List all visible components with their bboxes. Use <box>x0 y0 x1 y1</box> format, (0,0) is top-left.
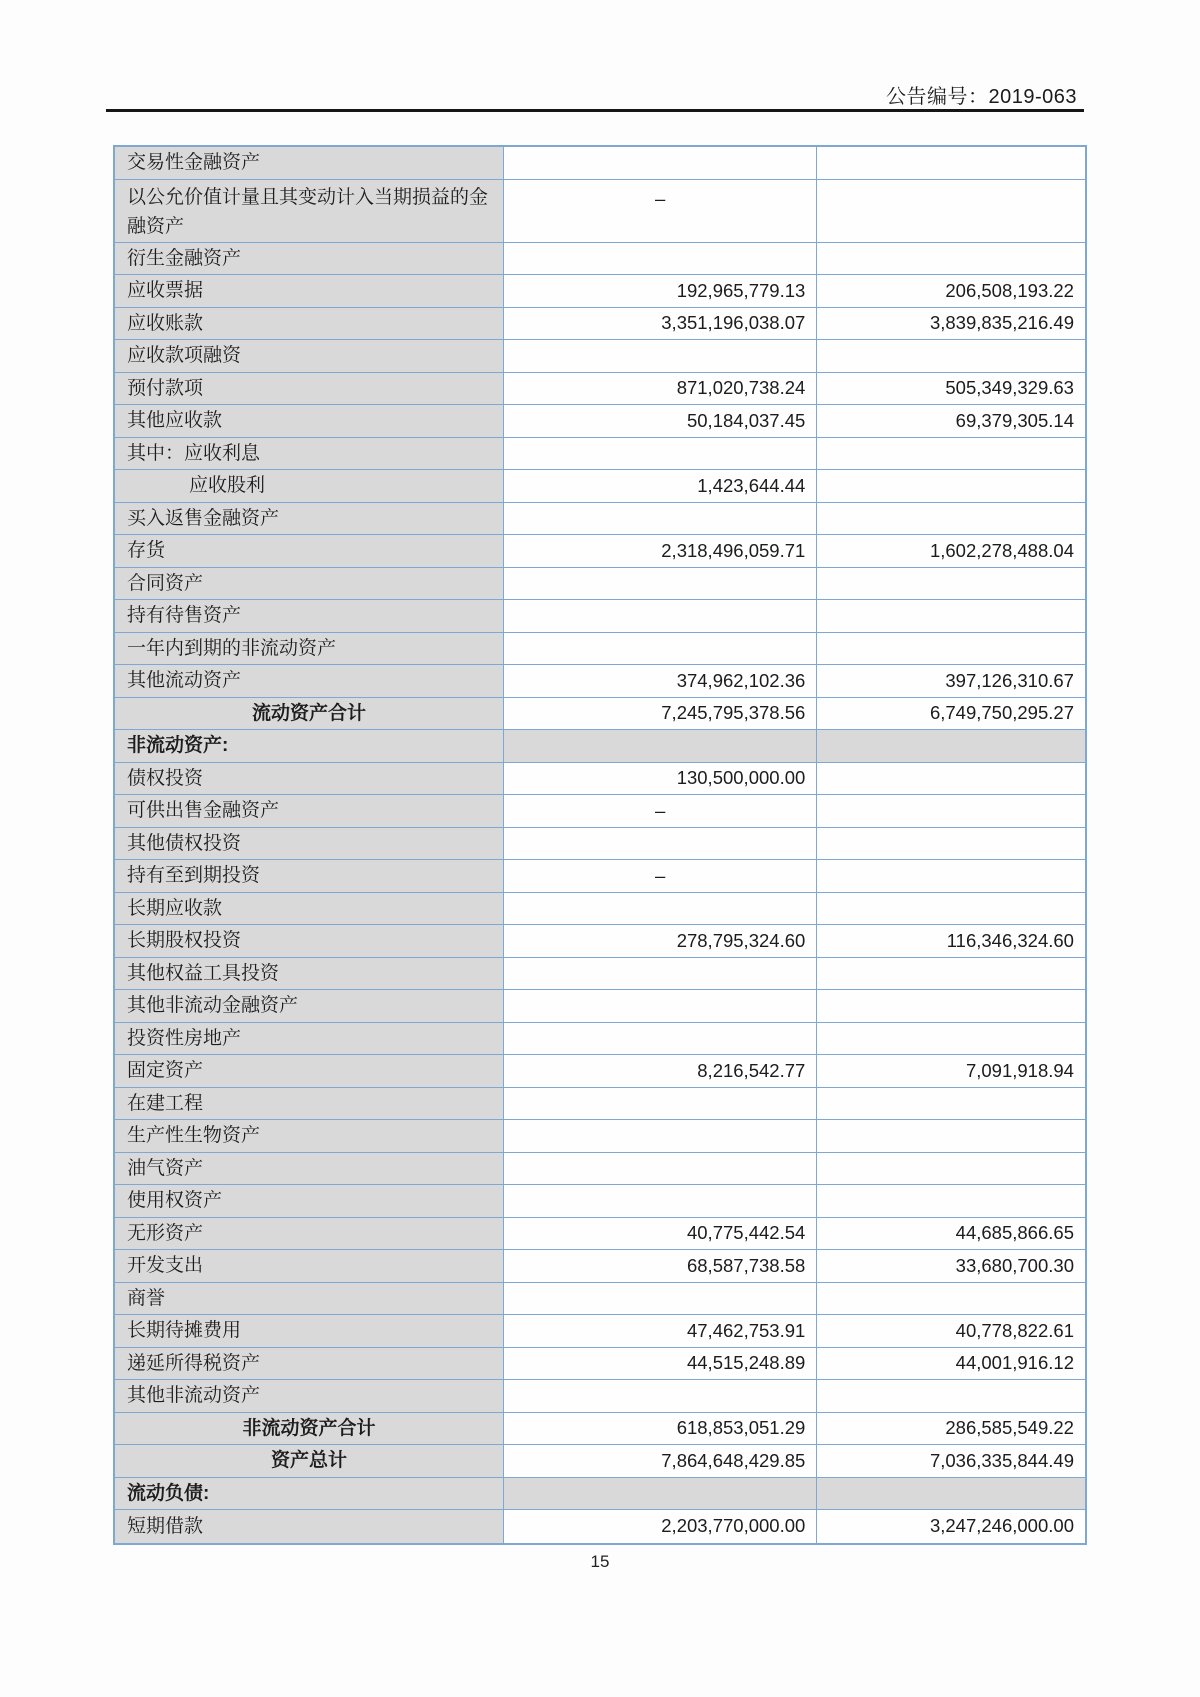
row-item-label: 其他流动资产 <box>115 665 503 697</box>
row-item-label: 递延所得税资产 <box>115 1348 503 1380</box>
table-row <box>115 730 1085 763</box>
balance-sheet-table <box>113 145 1087 1545</box>
row-item-label: 在建工程 <box>115 1088 503 1120</box>
page-number: 15 <box>590 1552 610 1571</box>
row-value-current <box>503 568 816 600</box>
row-value-prior <box>816 795 1085 827</box>
row-item-label: 一年内到期的非流动资产 <box>115 633 503 665</box>
table-row <box>115 860 1085 893</box>
row-item-label: 使用权资产 <box>115 1185 503 1217</box>
row-value-current <box>503 340 816 372</box>
table-row <box>115 1283 1085 1316</box>
table-row <box>115 568 1085 601</box>
row-value-prior <box>816 1120 1085 1152</box>
row-item-label: 长期股权投资 <box>115 925 503 957</box>
row-value-current: 192,965,779.13 <box>503 275 816 307</box>
row-value-prior <box>816 958 1085 990</box>
row-value-prior: 44,685,866.65 <box>816 1218 1085 1250</box>
table-row <box>115 665 1085 698</box>
row-value-current <box>503 1153 816 1185</box>
table-row <box>115 1348 1085 1381</box>
row-item-label: 短期借款 <box>115 1510 503 1543</box>
table-row <box>115 1315 1085 1348</box>
table-row <box>115 990 1085 1023</box>
row-value-current <box>503 893 816 925</box>
row-value-current <box>503 503 816 535</box>
row-value-prior <box>816 340 1085 372</box>
row-item-label: 其他非流动金融资产 <box>115 990 503 1022</box>
table-row <box>115 503 1085 536</box>
row-item-label: 其他权益工具投资 <box>115 958 503 990</box>
header-rule <box>106 109 1084 112</box>
row-value-prior <box>816 1185 1085 1217</box>
row-value-current <box>503 243 816 275</box>
row-value-current: 618,853,051.29 <box>503 1413 816 1445</box>
table-row <box>115 1510 1085 1543</box>
notice-number-label: 公告编号：2019-063 <box>885 86 1077 108</box>
row-value-prior <box>816 1380 1085 1412</box>
table-row <box>115 243 1085 276</box>
table-row <box>115 698 1085 731</box>
row-value-current <box>503 600 816 632</box>
row-item-label: 流动负债: <box>115 1478 503 1510</box>
row-value-prior: 3,247,246,000.00 <box>816 1510 1085 1543</box>
row-value-current: 871,020,738.24 <box>503 373 816 405</box>
table-row <box>115 1218 1085 1251</box>
row-value-prior <box>816 147 1085 179</box>
table-row <box>115 1250 1085 1283</box>
row-value-prior: 206,508,193.22 <box>816 275 1085 307</box>
row-item-label: 应收股利 <box>115 470 503 502</box>
row-item-label: 非流动资产: <box>115 730 503 762</box>
row-value-current: 374,962,102.36 <box>503 665 816 697</box>
row-item-label: 生产性生物资产 <box>115 1120 503 1152</box>
row-item-label: 存货 <box>115 535 503 567</box>
row-value-current: 7,245,795,378.56 <box>503 698 816 730</box>
table-row <box>115 340 1085 373</box>
table-row <box>115 600 1085 633</box>
table-row <box>115 535 1085 568</box>
row-item-label: 其他债权投资 <box>115 828 503 860</box>
table-row <box>115 1478 1085 1511</box>
table-row <box>115 1088 1085 1121</box>
row-value-current <box>503 730 816 762</box>
row-value-prior <box>816 503 1085 535</box>
row-value-prior <box>816 470 1085 502</box>
table-row <box>115 275 1085 308</box>
table-row <box>115 373 1085 406</box>
row-value-prior: 3,839,835,216.49 <box>816 308 1085 340</box>
row-value-prior <box>816 730 1085 762</box>
row-value-prior <box>816 1283 1085 1315</box>
row-value-prior <box>816 990 1085 1022</box>
row-value-current: – <box>503 860 816 892</box>
row-item-label: 无形资产 <box>115 1218 503 1250</box>
row-value-current <box>503 1120 816 1152</box>
row-item-label: 其中：应收利息 <box>115 438 503 470</box>
row-value-current <box>503 990 816 1022</box>
row-item-label: 投资性房地产 <box>115 1023 503 1055</box>
row-item-label: 其他非流动资产 <box>115 1380 503 1412</box>
row-value-prior <box>816 243 1085 275</box>
row-value-current <box>503 1380 816 1412</box>
table-row <box>115 795 1085 828</box>
row-value-current: 8,216,542.77 <box>503 1055 816 1087</box>
row-value-current: 50,184,037.45 <box>503 405 816 437</box>
row-item-label: 长期应收款 <box>115 893 503 925</box>
row-value-current <box>503 1478 816 1510</box>
row-item-label: 油气资产 <box>115 1153 503 1185</box>
row-value-prior: 6,749,750,295.27 <box>816 698 1085 730</box>
row-value-prior: 33,680,700.30 <box>816 1250 1085 1282</box>
row-value-current: 2,203,770,000.00 <box>503 1510 816 1543</box>
row-item-label: 固定资产 <box>115 1055 503 1087</box>
row-value-prior: 286,585,549.22 <box>816 1413 1085 1445</box>
row-value-prior: 116,346,324.60 <box>816 925 1085 957</box>
table-row <box>115 925 1085 958</box>
row-value-prior <box>816 180 1085 242</box>
row-item-label: 开发支出 <box>115 1250 503 1282</box>
row-value-prior: 7,036,335,844.49 <box>816 1445 1085 1477</box>
row-value-prior <box>816 893 1085 925</box>
row-value-prior <box>816 763 1085 795</box>
row-value-prior: 69,379,305.14 <box>816 405 1085 437</box>
row-value-current: 47,462,753.91 <box>503 1315 816 1347</box>
row-item-label: 持有待售资产 <box>115 600 503 632</box>
row-value-prior: 7,091,918.94 <box>816 1055 1085 1087</box>
table-row <box>115 405 1085 438</box>
row-value-current <box>503 1023 816 1055</box>
row-value-current <box>503 1185 816 1217</box>
table-row <box>115 633 1085 666</box>
row-item-label: 应收账款 <box>115 308 503 340</box>
table-row <box>115 147 1085 180</box>
table-row <box>115 1185 1085 1218</box>
row-item-label: 债权投资 <box>115 763 503 795</box>
row-item-label: 以公允价值计量且其变动计入当期损益的金融资产 <box>115 180 503 242</box>
row-item-label: 应收款项融资 <box>115 340 503 372</box>
row-value-current: 1,423,644.44 <box>503 470 816 502</box>
table-row <box>115 1380 1085 1413</box>
row-value-current: 40,775,442.54 <box>503 1218 816 1250</box>
row-value-current: – <box>503 180 816 242</box>
row-value-current: 3,351,196,038.07 <box>503 308 816 340</box>
table-row <box>115 763 1085 796</box>
row-value-current: 2,318,496,059.71 <box>503 535 816 567</box>
row-value-prior <box>816 438 1085 470</box>
row-value-prior <box>816 600 1085 632</box>
row-value-current <box>503 147 816 179</box>
row-value-prior: 505,349,329.63 <box>816 373 1085 405</box>
row-item-label: 持有至到期投资 <box>115 860 503 892</box>
row-value-current: 44,515,248.89 <box>503 1348 816 1380</box>
row-item-label: 应收票据 <box>115 275 503 307</box>
table-row <box>115 1120 1085 1153</box>
row-value-current: 130,500,000.00 <box>503 763 816 795</box>
row-value-current <box>503 958 816 990</box>
row-value-prior: 1,602,278,488.04 <box>816 535 1085 567</box>
row-value-prior: 397,126,310.67 <box>816 665 1085 697</box>
row-value-prior: 40,778,822.61 <box>816 1315 1085 1347</box>
table-row <box>115 1023 1085 1056</box>
row-value-prior <box>816 828 1085 860</box>
table-row <box>115 308 1085 341</box>
row-item-label: 非流动资产合计 <box>115 1413 503 1445</box>
table-row <box>115 828 1085 861</box>
row-value-current <box>503 1088 816 1120</box>
row-value-current: 68,587,738.58 <box>503 1250 816 1282</box>
table-row <box>115 180 1085 243</box>
row-item-label: 其他应收款 <box>115 405 503 437</box>
table-row <box>115 893 1085 926</box>
row-value-current: 7,864,648,429.85 <box>503 1445 816 1477</box>
row-value-current <box>503 438 816 470</box>
row-value-prior: 44,001,916.12 <box>816 1348 1085 1380</box>
table-row <box>115 1055 1085 1088</box>
row-item-label: 长期待摊费用 <box>115 1315 503 1347</box>
row-value-current <box>503 828 816 860</box>
table-row <box>115 1153 1085 1186</box>
row-item-label: 流动资产合计 <box>115 698 503 730</box>
row-value-prior <box>816 568 1085 600</box>
row-item-label: 买入返售金融资产 <box>115 503 503 535</box>
row-value-prior <box>816 1478 1085 1510</box>
row-item-label: 资产总计 <box>115 1445 503 1477</box>
row-value-current <box>503 633 816 665</box>
row-value-prior <box>816 1088 1085 1120</box>
row-value-current <box>503 1283 816 1315</box>
table-row <box>115 958 1085 991</box>
row-value-prior <box>816 1153 1085 1185</box>
table-row <box>115 1445 1085 1478</box>
row-value-prior <box>816 860 1085 892</box>
row-item-label: 交易性金融资产 <box>115 147 503 179</box>
table-row <box>115 438 1085 471</box>
table-row <box>115 1413 1085 1446</box>
row-item-label: 衍生金融资产 <box>115 243 503 275</box>
row-item-label: 合同资产 <box>115 568 503 600</box>
table-row <box>115 470 1085 503</box>
row-item-label: 商誉 <box>115 1283 503 1315</box>
row-value-current: – <box>503 795 816 827</box>
row-value-prior <box>816 1023 1085 1055</box>
row-item-label: 预付款项 <box>115 373 503 405</box>
row-item-label: 可供出售金融资产 <box>115 795 503 827</box>
row-value-prior <box>816 633 1085 665</box>
row-value-current: 278,795,324.60 <box>503 925 816 957</box>
